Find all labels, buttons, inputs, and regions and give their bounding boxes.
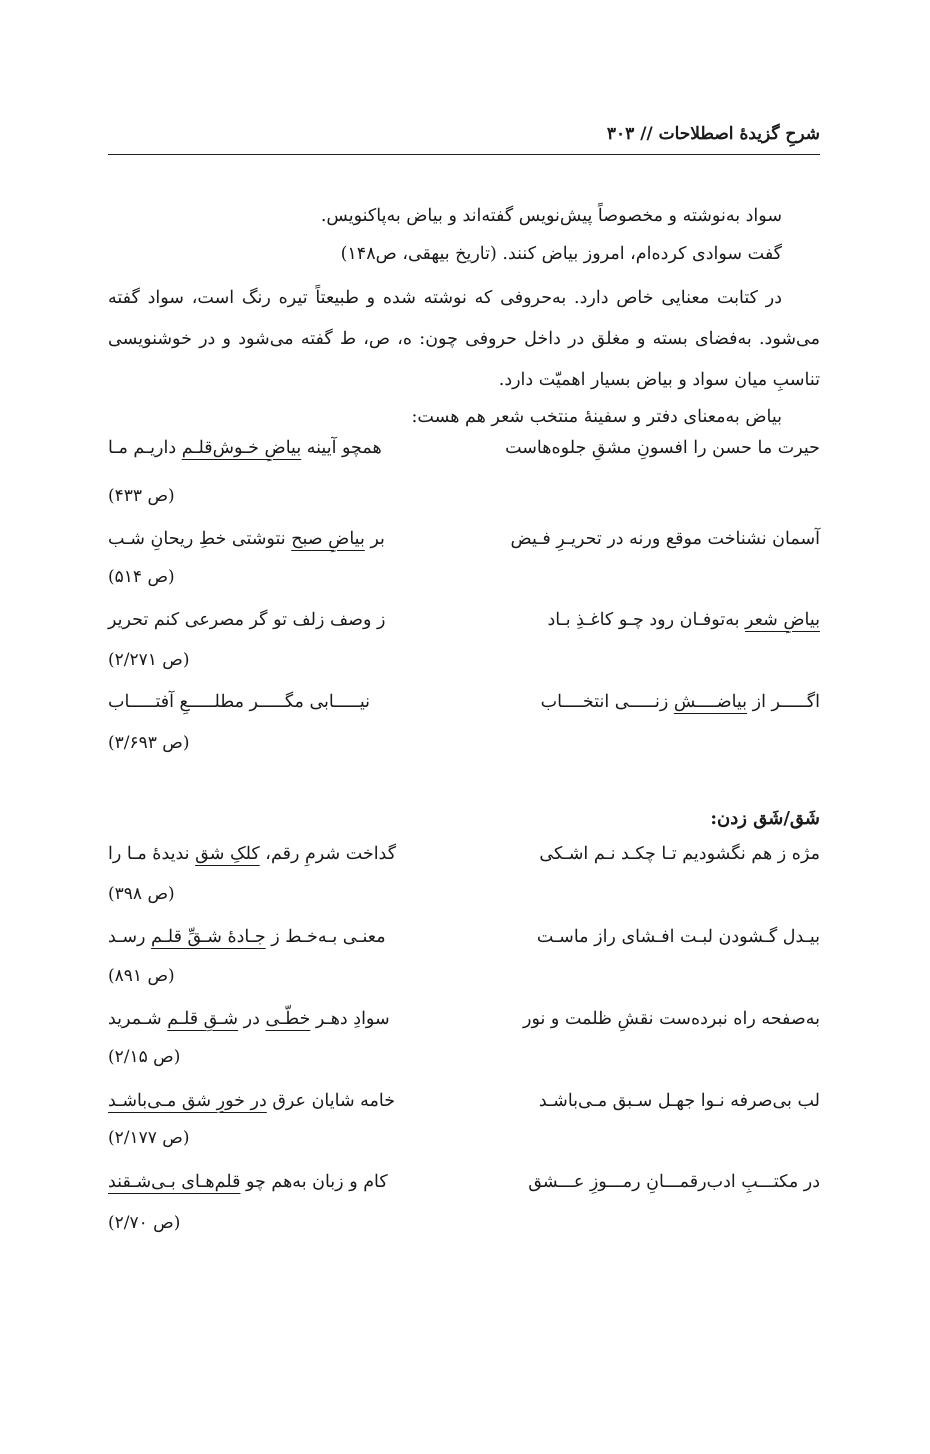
verse-row (108, 1166, 820, 1206)
intro-line-1: سواد به‌نوشته و مخصوصاً پیش‌نویس گفته‌اند و بیاض به‌پاکنویس. (320, 206, 782, 226)
verse-text: زنـــــی انتخــــاب (540, 692, 674, 712)
intro-line-2: گفت سوادی کرده‌ام، امروز بیاض کنند. (تاریخ بیهقی، ص۱۴۸) (340, 244, 782, 264)
underlined-term: بیاضــــش (673, 692, 748, 712)
page-reference: (ص ۲/۱۵) (108, 1047, 181, 1067)
header-text: شرحِ گزیدۀ اصطلاحات // ۳۰۳ (606, 124, 820, 144)
verse-row (108, 604, 820, 644)
verse-right-hemistich (541, 692, 820, 712)
verse-left-hemistich: ز وصف زلف تو گر مصرعی کنم تحریر (108, 610, 386, 630)
verse-right-hemistich: آسمان نشناخت موقع ورنه در تحریـرِ فـیض (510, 529, 820, 549)
verse-row (108, 921, 820, 961)
page-reference: (ص ۸۹۱) (108, 966, 175, 986)
verse-text: کام و زبان به‌هم چو (240, 1172, 388, 1192)
running-header (108, 120, 820, 155)
verse-text: بر (364, 529, 385, 549)
verse-text: ندیدۀ مـا را (108, 844, 196, 864)
verse-right-hemistich: مژه ز هم نگشودیم تـا چکـد نـم اشـکی (539, 844, 820, 864)
underlined-term: جـادۀ شـقِّ قلـم (151, 927, 266, 947)
verse-text: معنـی بـه‌خـط ز (265, 927, 386, 947)
underlined-term: قلم‌هـای بـی‌شـقند (108, 1172, 241, 1192)
verse-left-hemistich: نیـــــابی مگـــــر مطلـــــعِ آفتـــــاب (108, 692, 371, 712)
verse-left-hemistich (108, 844, 396, 864)
underlined-term: در خورِ شق مـی‌باشـد (108, 1091, 267, 1111)
verse-left-hemistich (108, 438, 382, 458)
verse-left-hemistich (108, 1091, 395, 1111)
page-reference: (ص ۲/۱۷۷) (108, 1128, 190, 1148)
verse-left-hemistich (108, 1009, 390, 1029)
verse-row (108, 523, 820, 563)
intro-line-4: بیاض به‌معنای دفتر و سفینۀ منتخب شعر هم هست: (411, 407, 782, 427)
verse-text: همچو آیینه (301, 438, 382, 458)
underlined-term: شـقِ قلـم (167, 1009, 239, 1029)
verse-text: در (238, 1009, 266, 1029)
intro-paragraph: در کتابت معنایی خاص دارد. به‌حروفی که نوشته شده و طبیعتاً تیره رنگ است، سواد گفته می‌شود. به‌فضای بسته و مغلق در داخل حروفی چون: ه، ص، ط گفته می‌شود و در خوشنویسی تناسبِ میان سواد و بیاض بسیار اهمیّت دارد. (108, 288, 820, 390)
verse-text: رسـد (108, 927, 151, 947)
verse-text: به‌توفـان رود چـو کاغـذِ بـاد (547, 610, 746, 630)
verse-row (108, 1003, 820, 1043)
verse-text: خامه شایان عرق (266, 1091, 396, 1111)
verse-left-hemistich (108, 927, 386, 947)
verse-text: گداخت شرمِ رقم، (259, 844, 397, 864)
verse-left-hemistich (108, 529, 385, 549)
verse-row (108, 1085, 820, 1125)
book-page (108, 0, 820, 1454)
underlined-term: بیاضِ خـوش‌قلـم (181, 438, 302, 458)
verse-text: نتوشتی خطِ ریحانِ شـب (108, 529, 292, 549)
underlined-term: خطّـی (265, 1009, 311, 1029)
page-reference: (ص ۳۹۸) (108, 884, 175, 904)
verse-text: شـمرید (108, 1009, 168, 1029)
verse-row (108, 838, 820, 878)
verse-right-hemistich: در مکتـــبِ ادب‌رقمـــانِ رمـــوزِ عـــشق (528, 1172, 820, 1192)
verse-right-hemistich: به‌صفحه راه نبرده‌ست نقشِ ظلمت و نور (523, 1009, 820, 1029)
page-reference: (ص ۵۱۴) (108, 567, 175, 587)
verse-row (108, 432, 820, 472)
verse-text: داریـم مـا (108, 438, 182, 458)
underlined-term: کلکِ شق (195, 844, 260, 864)
verse-text: اگـــــر از (747, 692, 820, 712)
verse-text: سوادِ دهـر (310, 1009, 390, 1029)
page-reference: (ص ۳/۶۹۳) (108, 733, 190, 753)
entry-heading: شَق/شَق زدن: (710, 808, 820, 829)
underlined-term: بیاضِ شعر (745, 610, 820, 630)
page-reference: (ص ۲/۲۷۱) (108, 650, 190, 670)
verse-left-hemistich (108, 1172, 388, 1192)
verse-right-hemistich: حیرت ما حسن را افسونِ مشقِ جلوه‌هاست (505, 438, 820, 458)
page-reference: (ص ۲/۷۰) (108, 1213, 181, 1233)
underlined-term: بیاضِ صبح (291, 529, 365, 549)
verse-right-hemistich: لب بی‌صرفه نـوا جهـل سـبق مـی‌باشـد (538, 1091, 820, 1111)
verse-right-hemistich: بیـدل گـشودن لبـت افـشای راز ماسـت (536, 927, 820, 947)
verse-right-hemistich (547, 610, 820, 630)
page-reference: (ص ۴۳۳) (108, 486, 175, 506)
verse-row (108, 686, 820, 726)
